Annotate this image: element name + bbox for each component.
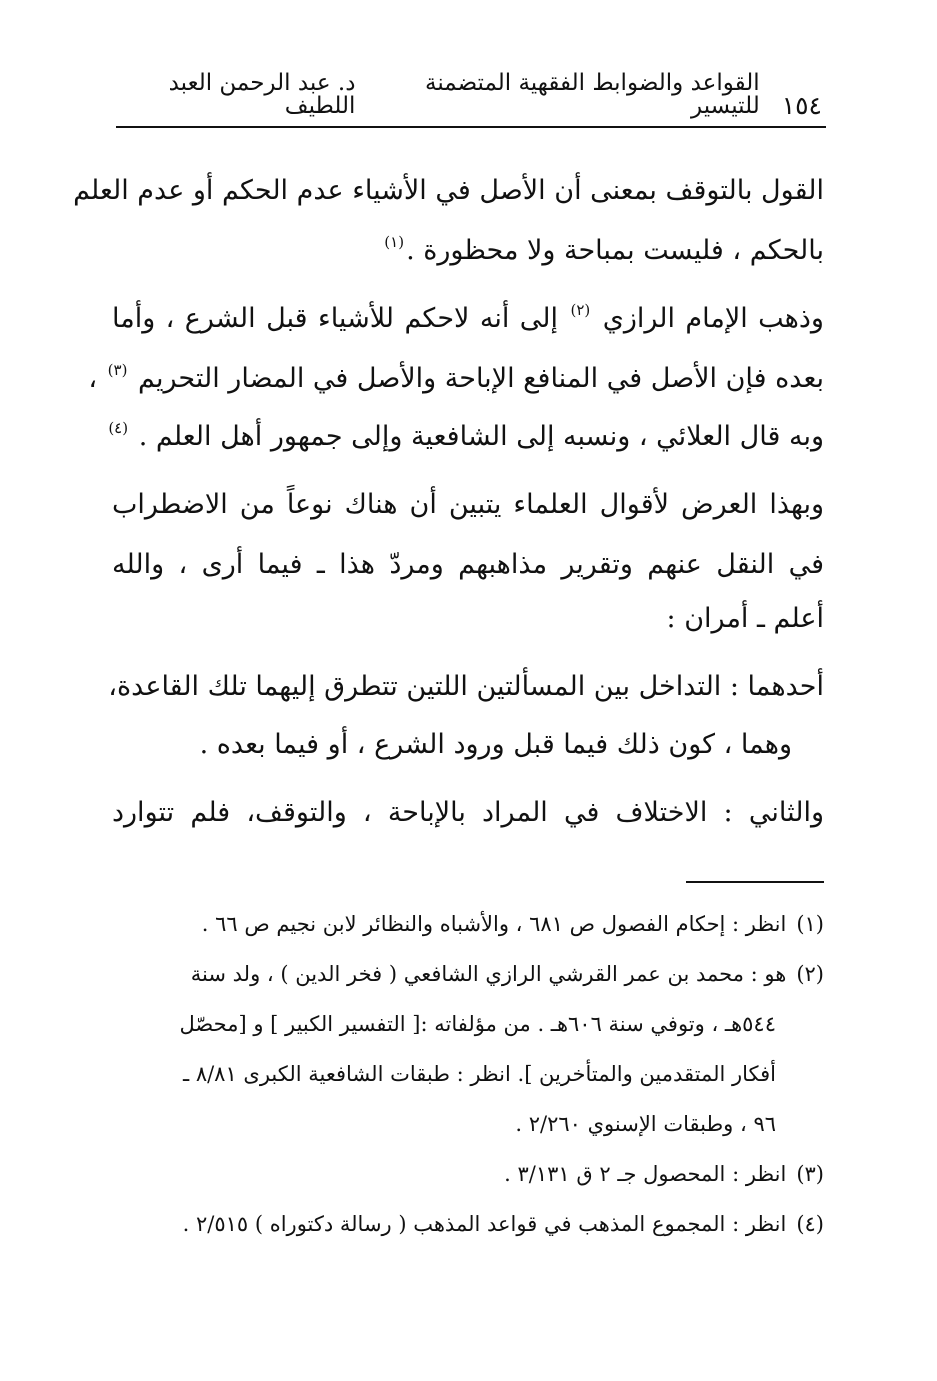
text-line-6: وبهذا العرض لأقوال العلماء يتبين أن هناك نوعاً من الاضطراب — [112, 489, 824, 520]
footnote-3-text: انظر : المحصول جـ ٢ ق ٣/١٣١ . — [504, 1162, 787, 1186]
footnote-4-number: (٤) — [796, 1212, 824, 1236]
footnote-2-line-3: أفكار المتقدمين والمتأخرين ]. انظر : طبقات الشافعية الكبرى ٨/٨١ ـ — [182, 1062, 776, 1086]
page-number: ١٥٤ — [781, 91, 822, 120]
header-rule — [116, 126, 826, 128]
text-line-3 — [112, 300, 824, 338]
footnote-ref-4: (٤) — [108, 419, 129, 437]
footnote-2-line-2: ٥٤٤هـ ، وتوفي سنة ٦٠٦هـ . من مؤلفاته :[ التفسير الكبير ] و [محصّل — [179, 1012, 776, 1036]
text-line-10: وهما ، كون ذلك فيما قبل ورود الشرع ، أو فيما بعده . — [199, 729, 792, 760]
footnote-1-number: (١) — [796, 912, 824, 936]
author-name: د. عبد الرحمن العبد اللطيف — [168, 70, 356, 119]
text-line-5 — [106, 418, 824, 456]
footnote-2-number: (٢) — [796, 962, 824, 986]
running-header — [118, 70, 822, 120]
text-line-5-a: وبه قال العلائي ، ونسبه إلى الشافعية وإلى جمهور أهل العلم . — [138, 421, 824, 452]
footnote-2 — [191, 960, 824, 989]
footnote-4-text: انظر : المجموع المذهب في قواعد المذهب ( رسالة دكتوراه ) ٢/٥١٥ . — [182, 1212, 787, 1236]
footnote-separator — [686, 881, 824, 883]
text-line-2-content: بالحكم ، فليست بمباحة ولا محظورة . — [406, 235, 824, 266]
footnote-ref-3: (٣) — [107, 361, 128, 379]
text-line-11: والثاني : الاختلاف في المراد بالإباحة ، والتوقف، فلم تتوارد — [112, 797, 824, 828]
footnote-4 — [183, 1210, 824, 1239]
text-line-3-b: إلى أنه لاحكم للأشياء قبل الشرع ، وأما — [112, 303, 559, 334]
footnote-2-line-1: هو : محمد بن عمر القرشي الرازي الشافعي ( فخر الدين ) ، ولد سنة — [190, 962, 787, 986]
footnote-3 — [504, 1160, 824, 1189]
text-line-2 — [382, 232, 824, 270]
text-line-1: القول بالتوقف بمعنى أن الأصل في الأشياء عدم الحكم أو عدم العلم — [73, 175, 824, 206]
text-line-3-a: وذهب الإمام الرازي — [602, 303, 824, 334]
footnote-ref-2: (٢) — [570, 301, 591, 319]
text-line-7: في النقل عنهم وتقرير مذاهبهم ومردّ هذا ـ فيما أرى ، والله — [112, 549, 824, 580]
book-title: القواعد والضوابط الفقهية المتضمنة للتيسير — [425, 70, 760, 119]
footnote-ref-1: (١) — [384, 233, 405, 251]
text-line-4-a: بعده فإن الأصل في المنافع الإباحة والأصل في المضار التحريم — [138, 363, 824, 394]
text-line-8: أعلم ـ أمران : — [666, 603, 824, 634]
footnote-2-line-4: ٩٦ ، وطبقات الإسنوي ٢/٢٦٠ . — [515, 1112, 776, 1136]
text-line-4 — [88, 360, 824, 398]
footnote-1-text: انظر : إحكام الفصول ص ٦٨١ ، والأشباه والنظائر لابن نجيم ص ٦٦ . — [201, 912, 787, 936]
footnote-3-number: (٣) — [796, 1162, 824, 1186]
footnote-1 — [202, 910, 824, 939]
text-line-4-b: ، — [88, 363, 98, 394]
text-line-9: أحدهما : التداخل بين المسألتين اللتين تتطرق إليهما تلك القاعدة، — [108, 671, 824, 702]
